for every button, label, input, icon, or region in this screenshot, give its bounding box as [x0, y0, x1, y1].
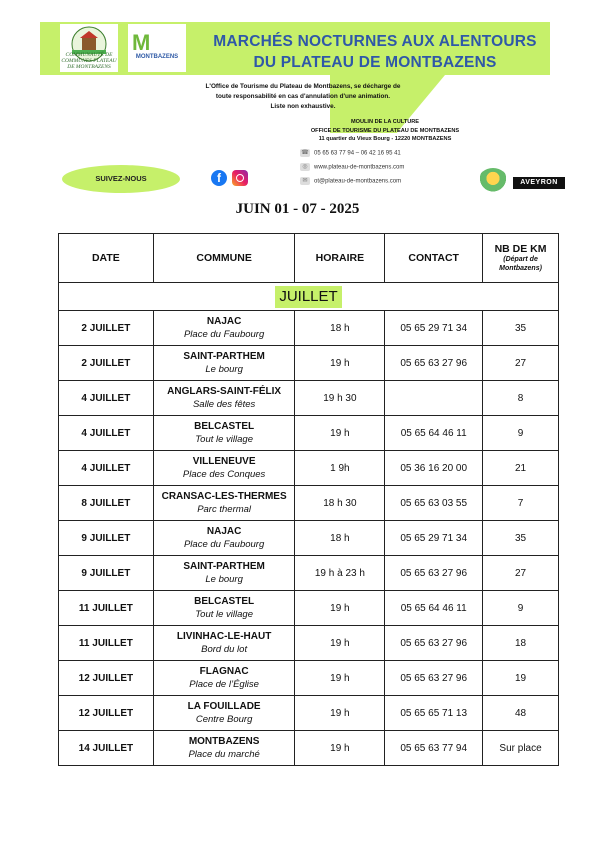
table-header-row: [59, 234, 559, 283]
disclaimer-line-3: Liste non exhaustive.: [270, 103, 336, 110]
cell-town: VILLENEUVE: [192, 456, 256, 467]
cell-horaire: 18 h: [295, 521, 385, 556]
table-row: [59, 696, 559, 731]
cell-contact: 05 65 64 46 11: [385, 416, 483, 451]
cell-place: Tout le village: [195, 609, 253, 620]
cell-town: FLAGNAC: [199, 666, 249, 677]
cell-town: ANGLARS-SAINT-FÉLIX: [167, 386, 282, 397]
web-text[interactable]: www.plateau-de-montbazens.com: [314, 164, 405, 171]
disclaimer: [178, 82, 428, 112]
cell-place: Place des Conques: [182, 469, 266, 480]
cell-km: 35: [483, 521, 559, 556]
cell-commune: [153, 556, 295, 591]
month-label: JUILLET: [275, 286, 341, 308]
montbazens-logo-mark: M: [132, 30, 149, 55]
page-title-line-1: MARCHÉS NOCTURNES AUX ALENTOURS: [213, 33, 537, 50]
address-line-2: OFFICE DE TOURISME DU PLATEAU DE MONTBAZENS: [310, 127, 460, 134]
cell-town: LIVINHAC-LE-HAUT: [176, 631, 272, 642]
globe-icon: ◎: [300, 163, 310, 171]
follow-us-badge: SUIVEZ-NOUS: [62, 165, 180, 193]
cell-horaire: 19 h: [295, 346, 385, 381]
header-km-label: NB DE KM: [494, 243, 547, 255]
cell-km: 7: [483, 486, 559, 521]
header-km-sub: (Départ de Montbazens): [499, 256, 542, 272]
cell-place: Bord du lot: [201, 644, 248, 655]
cell-date: 9 JUILLET: [59, 556, 154, 591]
aveyron-emblem-icon: [478, 168, 508, 194]
page-title-line-2: DU PLATEAU DE MONTBAZENS: [253, 54, 497, 71]
office-address: [270, 118, 500, 144]
cell-km: 21: [483, 451, 559, 486]
phone-icon: ☎: [301, 150, 309, 156]
montbazens-logo: [128, 24, 186, 72]
cell-horaire: 19 h à 23 h: [295, 556, 385, 591]
table-row: [59, 521, 559, 556]
cell-contact: 05 65 63 27 96: [385, 626, 483, 661]
cell-commune: [153, 696, 295, 731]
aveyron-logo: AVEYRON: [513, 177, 565, 189]
cell-place: Le bourg: [205, 574, 243, 585]
cell-km: 9: [483, 591, 559, 626]
cell-date: 4 JUILLET: [59, 416, 154, 451]
cell-commune: [153, 626, 295, 661]
facebook-icon[interactable]: f: [211, 170, 227, 186]
cell-contact: 05 65 63 27 96: [385, 346, 483, 381]
montbazens-logo-text: MONTBAZENS: [135, 54, 179, 60]
cell-town: BELCASTEL: [194, 421, 255, 432]
cell-commune: [153, 311, 295, 346]
cell-place: Place du Faubourg: [183, 329, 265, 340]
cell-contact: 05 65 65 71 13: [385, 696, 483, 731]
email-text[interactable]: ot@plateau-de-montbazens.com: [314, 178, 402, 185]
cell-horaire: 19 h: [295, 416, 385, 451]
cell-town: CRANSAC-LES-THERMES: [161, 491, 287, 502]
cell-place: Place du marché: [188, 749, 260, 760]
cell-town: BELCASTEL: [194, 596, 255, 607]
cell-contact: 05 36 16 20 00: [385, 451, 483, 486]
address-line-1: MOULIN DE LA CULTURE: [350, 119, 420, 125]
header-contact: CONTACT: [385, 234, 483, 283]
cell-date: 8 JUILLET: [59, 486, 154, 521]
cell-town: MONTBAZENS: [188, 736, 260, 747]
community-logo: [60, 24, 118, 72]
cell-contact: 05 65 63 77 94: [385, 731, 483, 766]
table-row: [59, 556, 559, 591]
cell-date: 12 JUILLET: [59, 696, 154, 731]
cell-commune: [153, 381, 295, 416]
email-line[interactable]: [300, 177, 401, 185]
page-title: [200, 31, 550, 73]
cell-horaire: 19 h: [295, 696, 385, 731]
cell-town: SAINT-PARTHEM: [183, 561, 265, 572]
header-date: DATE: [59, 234, 154, 283]
cell-horaire: 19 h 30: [295, 381, 385, 416]
cell-contact: 05 65 64 46 11: [385, 591, 483, 626]
cell-date: 2 JUILLET: [59, 311, 154, 346]
cell-contact: 05 65 63 03 55: [385, 486, 483, 521]
cell-place: Centre Bourg: [195, 714, 253, 725]
cell-date: 9 JUILLET: [59, 521, 154, 556]
cell-km: 48: [483, 696, 559, 731]
cell-commune: [153, 521, 295, 556]
cell-km: 8: [483, 381, 559, 416]
table-row: [59, 416, 559, 451]
cell-commune: [153, 486, 295, 521]
cell-contact: 05 65 29 71 34: [385, 311, 483, 346]
cell-town: LA FOUILLADE: [187, 701, 261, 712]
table-row: [59, 661, 559, 696]
cell-contact: 05 65 29 71 34: [385, 521, 483, 556]
phone-line: [300, 149, 401, 157]
cell-place: Place de l’Église: [189, 679, 259, 690]
disclaimer-line-1: L'Office de Tourisme du Plateau de Montbazens, se décharge de: [205, 83, 401, 90]
instagram-icon[interactable]: [232, 170, 248, 186]
cell-date: 11 JUILLET: [59, 591, 154, 626]
header-horaire: HORAIRE: [295, 234, 385, 283]
header-km: [483, 234, 559, 283]
header-commune: COMMUNE: [153, 234, 295, 283]
table-row: [59, 451, 559, 486]
table-row: [59, 591, 559, 626]
cell-place: Tout le village: [195, 434, 253, 445]
cell-commune: [153, 591, 295, 626]
cell-place: Place du Faubourg: [183, 539, 265, 550]
cell-km: Sur place: [483, 731, 559, 766]
cell-place: Le bourg: [205, 364, 243, 375]
cell-town: SAINT-PARTHEM: [183, 351, 265, 362]
table-row: [59, 486, 559, 521]
disclaimer-line-2: toute responsabilité en cas d'annulation d'une animation.: [215, 93, 391, 100]
community-logo-text: COMMUNAUTÉ DE COMMUNES PLATEAU DE MONTBAZENS: [61, 52, 117, 70]
markets-table: [58, 233, 559, 766]
cell-commune: [153, 661, 295, 696]
cell-km: 9: [483, 416, 559, 451]
cell-commune: [153, 416, 295, 451]
address-line-3: 11 quartier du Vieux Bourg - 12220 MONTBAZENS: [318, 136, 452, 143]
table-row: [59, 346, 559, 381]
cell-km: 19: [483, 661, 559, 696]
cell-km: 18: [483, 626, 559, 661]
cell-km: 27: [483, 556, 559, 591]
cell-horaire: 1 9h: [295, 451, 385, 486]
cell-place: Salle des fêtes: [192, 399, 256, 410]
cell-contact: [385, 381, 483, 416]
envelope-icon: ✉: [300, 177, 310, 185]
cell-date: 12 JUILLET: [59, 661, 154, 696]
cell-horaire: 19 h: [295, 591, 385, 626]
cell-town: NAJAC: [206, 526, 242, 537]
table-row: [59, 626, 559, 661]
cell-contact: 05 65 63 27 96: [385, 661, 483, 696]
cell-place: Parc thermal: [197, 504, 252, 515]
cell-commune: [153, 346, 295, 381]
cell-date: 4 JUILLET: [59, 381, 154, 416]
cell-horaire: 18 h: [295, 311, 385, 346]
table-row: [59, 311, 559, 346]
cell-town: NAJAC: [206, 316, 242, 327]
cell-horaire: 19 h: [295, 731, 385, 766]
table-row: [59, 731, 559, 766]
web-line[interactable]: [300, 163, 404, 171]
cell-date: 14 JUILLET: [59, 731, 154, 766]
cell-km: 27: [483, 346, 559, 381]
cell-commune: [153, 731, 295, 766]
cell-horaire: 19 h: [295, 661, 385, 696]
table-row: [59, 381, 559, 416]
month-row: [59, 283, 559, 311]
cell-date: 11 JUILLET: [59, 626, 154, 661]
cell-km: 35: [483, 311, 559, 346]
phone-text: 05 65 63 77 94 – 06 42 16 95 41: [314, 150, 401, 157]
cell-horaire: 18 h 30: [295, 486, 385, 521]
date-title: JUIN 01 - 07 - 2025: [235, 201, 360, 217]
cell-contact: 05 65 63 27 96: [385, 556, 483, 591]
cell-commune: [153, 451, 295, 486]
cell-date: 2 JUILLET: [59, 346, 154, 381]
cell-date: 4 JUILLET: [59, 451, 154, 486]
cell-horaire: 19 h: [295, 626, 385, 661]
